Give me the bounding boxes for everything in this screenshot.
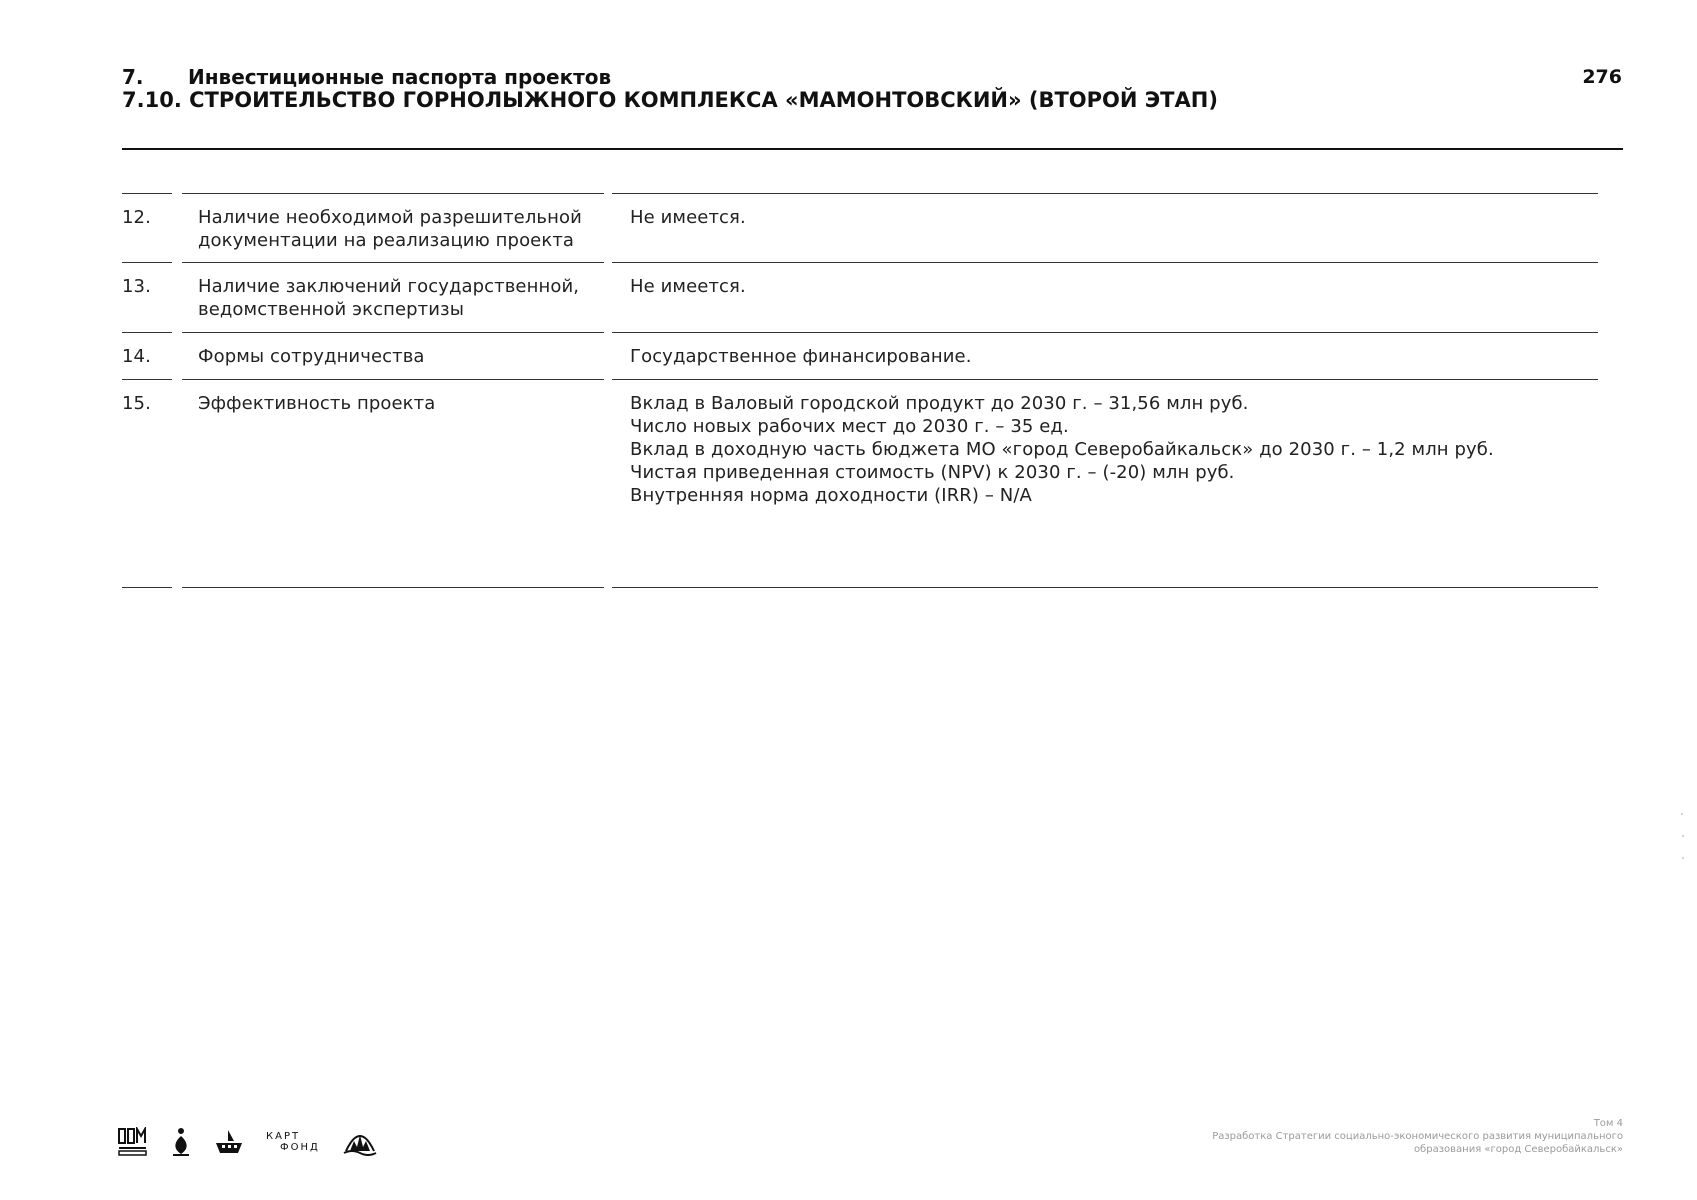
value-line: Чистая приведенная стоимость (NPV) к 2030 г. – (-20) млн руб. — [630, 462, 1235, 483]
page-header — [122, 66, 1622, 112]
row-label: Наличие необходимой разрешительной документации на реализацию проекта — [182, 193, 604, 252]
row-label: Наличие заключений государственной, ведомственной экспертизы — [182, 262, 604, 321]
value-line: Внутренняя норма доходности (IRR) – N/A — [630, 485, 1032, 506]
row-number: 13. — [122, 262, 172, 298]
row-number: 14. — [122, 332, 172, 368]
drop-logo-icon — [170, 1127, 192, 1157]
footer-note-volume: Том 4 — [1593, 1118, 1623, 1129]
section-title: Инвестиционные паспорта проектов — [188, 65, 612, 89]
table-bottom-rule — [122, 587, 172, 588]
value-line: Вклад в Валовый городской продукт до 2030 г. – 31,56 млн руб. — [630, 393, 1249, 414]
table-bottom-rule — [612, 587, 1598, 588]
footer-note — [1212, 1117, 1623, 1156]
section-number: 7. — [122, 65, 144, 89]
dom-logo-icon — [118, 1127, 148, 1157]
subsection-title: 7.10. СТРОИТЕЛЬСТВО ГОРНОЛЫЖНОГО КОМПЛЕКСА «МАМОНТОВСКИЙ» (ВТОРОЙ ЭТАП) — [122, 88, 1218, 112]
row-value — [612, 379, 1598, 507]
value-line: Число новых рабочих мест до 2030 г. – 35 ед. — [630, 416, 1069, 437]
edge-marks — [1680, 812, 1686, 862]
landscape-logo-icon — [342, 1127, 378, 1157]
value-line: Государственное финансирование. — [630, 346, 972, 367]
kart-fond-line-1: КАРТ — [266, 1131, 301, 1142]
kart-fond-line-2: ФОНД — [280, 1142, 320, 1153]
kart-fond-logo — [266, 1131, 320, 1153]
row-number: 12. — [122, 193, 172, 229]
boat-logo-icon — [214, 1127, 244, 1157]
value-line: Не имеется. — [630, 276, 746, 297]
row-number: 15. — [122, 379, 172, 415]
row-label: Эффективность проекта — [182, 379, 604, 415]
footer-note-title: Разработка Стратегии социально-экономического развития муниципального — [1212, 1131, 1623, 1142]
partner-logos — [118, 1124, 378, 1160]
row-value — [612, 262, 1598, 298]
row-label: Формы сотрудничества — [182, 332, 604, 368]
row-value — [612, 193, 1598, 229]
section-heading — [122, 66, 1622, 88]
row-value — [612, 332, 1598, 368]
page-number: 276 — [1582, 66, 1622, 88]
header-divider — [122, 148, 1623, 150]
value-line: Вклад в доходную часть бюджета МО «город Северобайкальск» до 2030 г. – 1,2 млн руб. — [630, 439, 1494, 460]
table-bottom-rule — [182, 587, 604, 588]
footer-note-subtitle: образования «город Северобайкальск» — [1413, 1144, 1623, 1155]
value-line: Не имеется. — [630, 207, 746, 228]
